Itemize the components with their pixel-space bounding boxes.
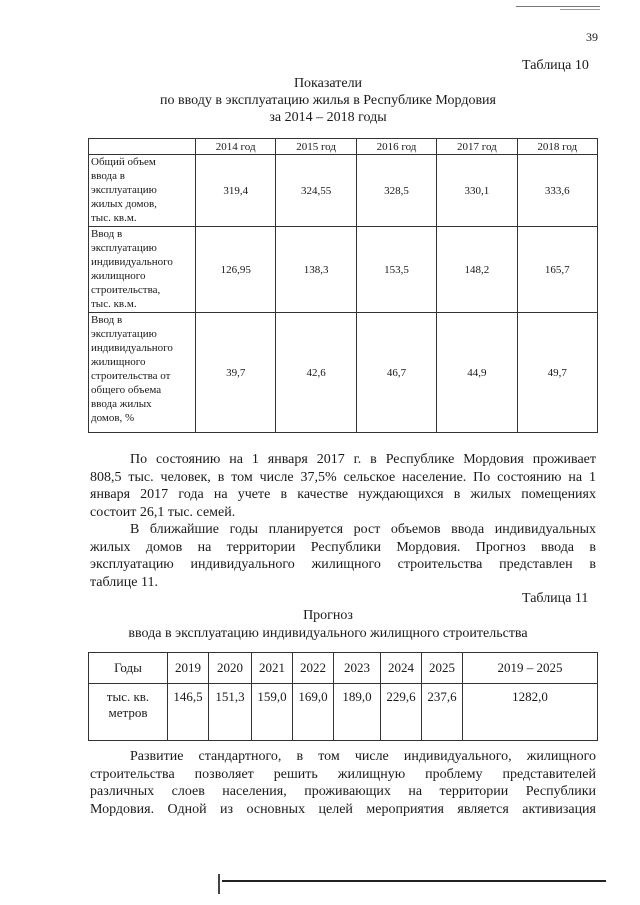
page-number: 39 (586, 30, 598, 44)
table11-header-period: 2019 – 2025 (463, 653, 598, 684)
label-line: эксплуатацию (91, 242, 157, 254)
table11-header-years: Годы (89, 653, 168, 684)
label-line: Общий объем (91, 156, 156, 168)
cell-value: 237,6 (422, 684, 463, 741)
cell-value: 328,5 (356, 155, 436, 227)
table11-header-row (89, 653, 598, 684)
paragraph-line: января 2017 года на учете в качестве нуждающихся в жилых помещениях (90, 487, 596, 502)
table11-title-line-1: Прогноз (303, 608, 353, 623)
label-line: тыс. кв. (106, 689, 150, 704)
cell-value: 165,7 (517, 227, 597, 313)
label-line: Ввод в (91, 314, 123, 326)
paragraph-forecast-intro (90, 521, 596, 591)
label-line: тыс. кв.м. (91, 212, 137, 224)
cell-value: 42,6 (276, 313, 356, 433)
label-line: жилищного (91, 356, 146, 368)
table-row (89, 227, 598, 313)
table11-label: Таблица 11 (522, 591, 589, 606)
cell-value: 46,7 (356, 313, 436, 433)
table11-title-line-2: ввода в эксплуатацию индивидуального жилищного строительства (128, 626, 528, 641)
label-line: ввода в (91, 170, 125, 182)
cell-value: 319,4 (196, 155, 276, 227)
cell-value: 324,55 (276, 155, 356, 227)
table11-header-year: 2024 (381, 653, 422, 684)
cell-value: 49,7 (517, 313, 597, 433)
paragraph-line: строительства позволяет решить жилищную проблему представителей (90, 766, 596, 782)
label-line: Ввод в (91, 228, 123, 240)
cell-value: 159,0 (252, 684, 293, 741)
individual-housing-forecast-table (88, 652, 598, 741)
paragraph-line: В ближайшие годы планируется рост объемов ввода индивидуальных (130, 522, 596, 537)
table-row (89, 155, 598, 227)
scan-edge-mark (218, 874, 220, 894)
table10-header-2014: 2014 год (196, 139, 276, 155)
label-line: домов, % (91, 412, 135, 424)
top-scan-line (516, 6, 600, 7)
cell-value: 151,3 (209, 684, 252, 741)
cell-value: 229,6 (381, 684, 422, 741)
paragraph-line: жилых домов на территории Республики Мордовия. Прогноз ввода в (90, 539, 596, 555)
label-line: эксплуатацию (91, 328, 157, 340)
cell-value: 44,9 (437, 313, 517, 433)
table10-header-2017: 2017 год (437, 139, 517, 155)
table10-header-2016: 2016 год (356, 139, 436, 155)
paragraph-line: По состоянию на 1 января 2017 г. в Республике Мордовия проживает (130, 452, 596, 467)
table11-header-year: 2023 (334, 653, 381, 684)
row-label-individual-housing (89, 227, 196, 313)
cell-value: 146,5 (168, 684, 209, 741)
paragraph-line: Мордовия. Одной из основных целей мероприятия является активизация (90, 801, 596, 817)
table-row (89, 313, 598, 433)
cell-value: 153,5 (356, 227, 436, 313)
table10-header-2018: 2018 год (517, 139, 597, 155)
cell-value: 1282,0 (463, 684, 598, 741)
table11-row-label (89, 684, 168, 741)
cell-value: 148,2 (437, 227, 517, 313)
paragraph-population (90, 451, 596, 521)
cell-value: 333,6 (517, 155, 597, 227)
row-label-individual-share (89, 313, 196, 433)
paragraph-line: 808,5 тыс. человек, в том числе 37,5% сельское население. По состоянию на 1 (90, 469, 596, 485)
paragraph-line: состоит 26,1 тыс. семей. (90, 504, 236, 520)
table10-title-line-1: Показатели (293, 76, 363, 91)
table-row (89, 684, 598, 741)
cell-value: 126,95 (196, 227, 276, 313)
label-line: индивидуального (91, 342, 173, 354)
label-line: ввода жилых (91, 398, 152, 410)
cell-value: 189,0 (334, 684, 381, 741)
label-line: общего объема (91, 384, 162, 396)
table11-header-year: 2022 (293, 653, 334, 684)
cell-value: 169,0 (293, 684, 334, 741)
paragraph-development (90, 748, 596, 818)
table11-header-year: 2020 (209, 653, 252, 684)
table11-header-year: 2019 (168, 653, 209, 684)
label-line: тыс. кв.м. (91, 298, 137, 310)
table10-label: Таблица 10 (522, 58, 589, 73)
label-line: строительства, (91, 284, 161, 296)
table10-header-corner (89, 139, 196, 155)
paragraph-line: таблице 11. (90, 574, 158, 590)
table10-header-row (89, 139, 598, 155)
table10-title-line-3: за 2014 – 2018 годы (269, 110, 387, 125)
table11-header-year: 2021 (252, 653, 293, 684)
paragraph-line: Развитие стандартного, в том числе индивидуального, жилищного (130, 749, 596, 764)
label-line: индивидуального (91, 256, 173, 268)
housing-commissioning-table (88, 138, 598, 433)
cell-value: 138,3 (276, 227, 356, 313)
label-line: жилых домов, (91, 198, 157, 210)
bottom-scan-line (222, 880, 606, 882)
cell-value: 330,1 (437, 155, 517, 227)
table10-title-line-2: по вводу в эксплуатацию жилья в Республике Мордовия (160, 93, 496, 108)
label-line: жилищного (91, 270, 146, 282)
table11-header-year: 2025 (422, 653, 463, 684)
paragraph-line: различных слоев населения, проживающих на территории Республики (90, 784, 596, 799)
row-label-total-housing (89, 155, 196, 227)
top-scan-line-2 (560, 9, 600, 10)
paragraph-line: эксплуатацию индивидуального жилищного строительства представлен в (90, 557, 596, 572)
label-line: строительства от (91, 370, 171, 382)
label-line: метров (108, 705, 148, 720)
table10-header-2015: 2015 год (276, 139, 356, 155)
cell-value: 39,7 (196, 313, 276, 433)
label-line: эксплуатацию (91, 184, 157, 196)
